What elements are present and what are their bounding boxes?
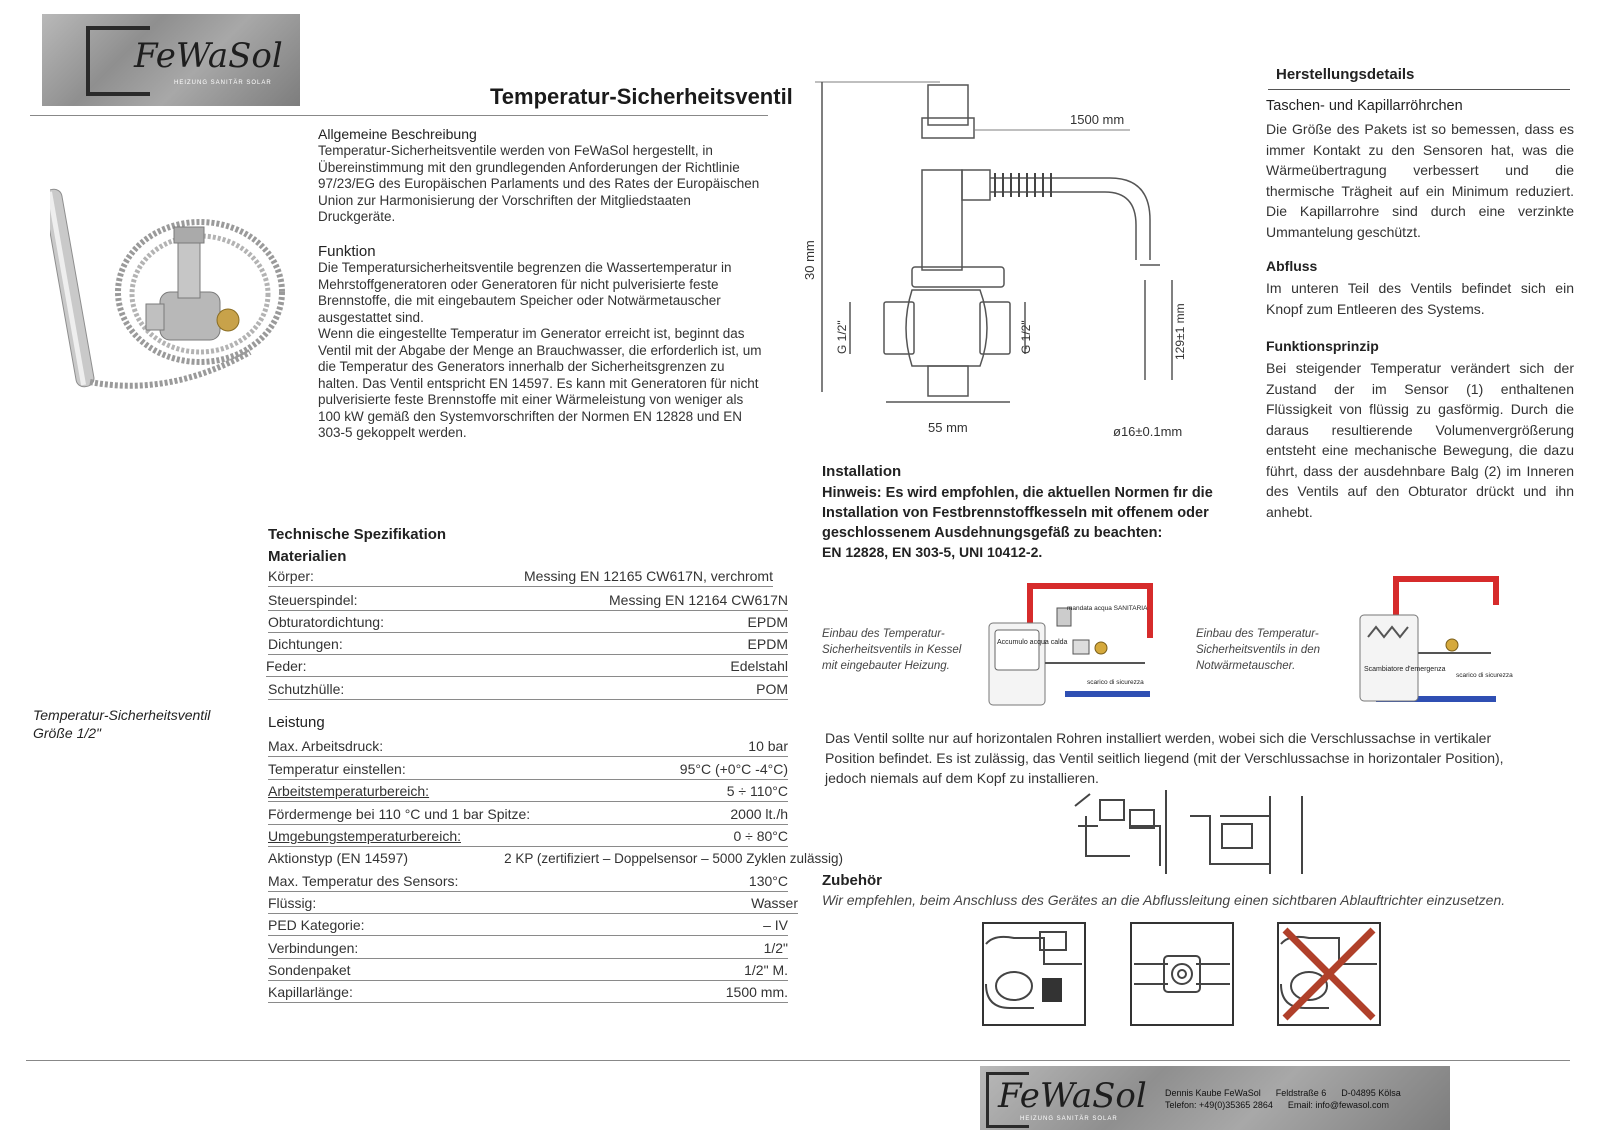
spec-value: 1/2" M. [744, 962, 788, 978]
table-row [268, 565, 773, 587]
manufacturing-s1-text: Die Größe des Pakets ist so bemessen, dass es immer Kontakt zu den Sensoren hat, was die Wärmeübertragung verbessert und die thermische Trägheit auf ein Minimum reduziert. Die Kapillarrohre sind durch eine verzinkte Ummantelung geschützt. [1266, 121, 1574, 240]
spec-value: 10 bar [748, 738, 788, 754]
general-text: Temperatur-Sicherheitsventile werden von FeWaSol hergestellt, in Übereinstimmung mit den grundlegenden Anforderungen der Richtlinie 97/23/EG des Europäischen Parlaments und des Rates der Europäischen Union zur Harmonisierung der Vorschriften der Mitgliedstaaten Druckgeräte. [318, 143, 760, 224]
fig1-caption: Einbau des Temperatur-Sicherheitsventils in Kessel mit eingebauter Heizung. [822, 628, 962, 672]
table-row [268, 678, 788, 700]
accessory-text: Wir empfehlen, beim Anschluss des Gerätes an die Abflussleitung einen sichtbaren Ablauftrichter einzusetzen. [822, 892, 1506, 908]
accessory-figure-3-crossed [1277, 922, 1381, 1026]
function-heading: Funktion [318, 243, 376, 260]
table-row [268, 892, 798, 914]
general-heading: Allgemeine Beschreibung [318, 126, 477, 142]
spec-value: 2000 lt./h [730, 806, 788, 822]
installation-heading: Installation [822, 463, 902, 480]
spec-key: Schutzhülle: [268, 681, 345, 697]
install-diagram-exchanger [1356, 575, 1526, 710]
technical-drawing [800, 70, 1220, 450]
table-row [268, 914, 788, 936]
dim-capillary-length: 1500 mm [1070, 112, 1125, 127]
product-caption-line1: Temperatur-Sicherheitsventil [33, 707, 211, 723]
table-row [268, 589, 788, 611]
label-exchanger: Scambiatore d'emergenza [1364, 666, 1446, 673]
spec-value: 1500 mm. [725, 984, 788, 1000]
logo-tagline: HEIZUNG SANITÄR SOLAR [174, 80, 272, 86]
spec-value: EPDM [747, 636, 788, 652]
spec-key: Feder: [266, 658, 307, 674]
spec-value: 130°C [748, 873, 788, 889]
label-storage: Accumulo acqua calda [997, 639, 1068, 646]
spec-key: Verbindungen: [268, 940, 359, 956]
installation-norms: EN 12828, EN 303-5, UNI 10412-2. [822, 544, 1043, 560]
spec-value: Messing EN 12165 CW617N, verchromt [524, 568, 773, 584]
function-text-2: Wenn die eingestellte Temperatur im Generator erreicht ist, beginnt das Ventil mit der Abgabe der Menge an Brauchwasser, die erforderlich ist, um die Temperatur des Generators innerhalb der Sicherheitsgrenzen zu halten. Das Ventil entspricht EN 14597. Es kann mit Generatoren für nicht pulverisierte feste Brennstoffe mit einer Wärmeleistung von weniger als 100 kW gemäß den Systemvorschriften der Normen EN 12828 und EN 303-5 gekoppelt werden. [318, 326, 762, 440]
label-discharge: scarico di sicurezza [1456, 672, 1513, 679]
fig2-caption: Einbau des Temperatur-Sicherheitsventils in den Notwärmetauscher. [1196, 628, 1321, 672]
spec-key: Max. Arbeitsdruck: [268, 738, 384, 754]
performance-heading: Leistung [268, 714, 325, 731]
product-photo [50, 182, 295, 402]
dim-thread-left: G 1/2" [835, 320, 849, 354]
table-row [268, 847, 843, 868]
dim-width: 55 mm [928, 420, 968, 435]
table-row [268, 611, 788, 633]
spec-value: Messing EN 12164 CW617N [609, 592, 788, 608]
table-row [266, 655, 788, 677]
page-title: Temperatur-Sicherheitsventil [490, 84, 793, 109]
manufacturing-s2-text: Im unteren Teil des Ventils befindet sich ein Knopf zum Entleeren des Systems. [1266, 280, 1574, 317]
function-text-1: Die Temperatursicherheitsventile begrenzen die Wassertemperatur in Mehrstoffgeneratoren oder Generatoren für nicht pulverisierte feste Brennstoffe, die mit eingebautem Speicher oder Notwärmetauscher ausgestattet sind. [318, 260, 732, 325]
manufacturing-s1-heading: Taschen- und Kapillarröhrchen [1266, 98, 1463, 114]
table-row [268, 803, 788, 825]
manufacturing-s2-heading: Abfluss [1266, 258, 1318, 274]
spec-key: Temperatur einstellen: [268, 761, 406, 777]
spec-value: 1/2" [763, 940, 788, 956]
logo-brand: FeWaSol [134, 36, 283, 76]
table-row [268, 870, 788, 892]
spec-value: – IV [763, 917, 788, 933]
footer-address: Dennis Kaube FeWaSol Feldstraße 6 D-04895 Kölsa [1165, 1088, 1401, 1098]
spec-value: POM [756, 681, 788, 697]
table-row [268, 735, 788, 757]
spec-value: 95°C (+0°C -4°C) [679, 761, 788, 777]
spec-key: Dichtungen: [268, 636, 343, 652]
table-row [268, 780, 788, 802]
install-diagram-boiler [985, 578, 1155, 708]
label-supply: mandata acqua SANITARIA [1067, 605, 1148, 612]
footer-logo-brand: FeWaSol [998, 1076, 1147, 1116]
dim-thread-right: G 1/2" [1019, 320, 1033, 354]
specs-heading: Technische Spezifikation [268, 526, 447, 543]
manufacturing-s3-text: Bei steigender Temperatur verändert sich der Zustand der im Sensor (1) enthaltenen Flüssigkeit von flüssig zu gasförmig. Durch die daraus resultierende Volumenvergrößerung entsteht eine mechanische Bewegung, die dazu führt, dass der ausdehnbare Balg (2) im Inneren des Ventils auf den Obturator drückt und ihn anhebt. [1266, 360, 1574, 520]
dim-probe-diameter: ø16±0.1mm [1113, 424, 1183, 439]
manufacturing-heading: Herstellungsdetails [1276, 66, 1415, 83]
footer-contact: Telefon: +49(0)35365 2864 Email: info@fewasol.com [1165, 1100, 1390, 1110]
table-row [268, 981, 788, 1003]
table-row [268, 825, 788, 847]
accessory-figure-2 [1130, 922, 1234, 1026]
footer-logo-tagline: HEIZUNG SANITÄR SOLAR [1020, 1116, 1118, 1122]
spec-key: Aktionstyp (EN 14597) [268, 850, 409, 866]
spec-key: Arbeitstemperaturbereich: [268, 783, 430, 799]
spec-key: Körper: [268, 568, 314, 584]
manufacturing-divider [1268, 89, 1570, 90]
title-divider [30, 115, 768, 116]
spec-key: Umgebungstemperaturbereich: [268, 828, 461, 844]
dim-height: 30 mm [802, 240, 817, 280]
spec-key: PED Kategorie: [268, 917, 365, 933]
spec-key: Kapillarlänge: [268, 984, 353, 1000]
spec-value: Edelstahl [730, 658, 788, 674]
accessory-figure-1 [982, 922, 1086, 1026]
table-row [268, 937, 788, 959]
table-row [268, 758, 788, 780]
spec-key: Steuerspindel: [268, 592, 358, 608]
manufacturing-s3-heading: Funktionsprinzip [1266, 338, 1379, 354]
spec-value: 5 ÷ 110°C [726, 783, 788, 799]
label-discharge: scarico di sicurezza [1087, 679, 1144, 686]
spec-value: EPDM [747, 614, 788, 630]
spec-value: Wasser [751, 895, 798, 911]
spec-key: Obturatordichtung: [268, 614, 384, 630]
footer-divider [26, 1060, 1570, 1061]
table-row [268, 959, 788, 981]
orientation-sketch [1070, 786, 1310, 878]
dim-probe-length: 129±1 mm [1173, 303, 1187, 360]
header-logo [42, 14, 300, 106]
spec-key: Fördermenge bei 110 °C und 1 bar Spitze: [268, 806, 531, 822]
spec-key: Max. Temperatur des Sensors: [268, 873, 459, 889]
materials-heading: Materialien [268, 548, 347, 565]
accessory-heading: Zubehör [822, 872, 882, 889]
table-row [268, 633, 788, 655]
installation-text: Das Ventil sollte nur auf horizontalen Rohren installiert werden, wobei sich die Verschlussachse in vertikaler Position befindet. Es ist zulässig, das Ventil seitlich liegend (mit der Verschlussachse in horizontaler Position), jedoch niemals auf dem Kopf zu installieren. [825, 730, 1504, 786]
spec-key: Sondenpaket [268, 962, 351, 978]
spec-value: 0 ÷ 80°C [733, 828, 788, 844]
footer-banner [980, 1066, 1450, 1130]
installation-note: Hinweis: Es wird empfohlen, die aktuellen Normen fır die Installation von Festbrennstoffkesseln mit offenem oder geschlossenem Ausdehnungsgefäß zu beachten: [822, 485, 1213, 541]
product-caption [33, 706, 210, 742]
spec-value: 2 KP (zertifiziert – Doppelsensor – 5000 Zyklen zulässig) [504, 851, 843, 866]
spec-key: Flüssig: [268, 895, 317, 911]
product-caption-line2: Größe 1/2" [33, 725, 101, 741]
